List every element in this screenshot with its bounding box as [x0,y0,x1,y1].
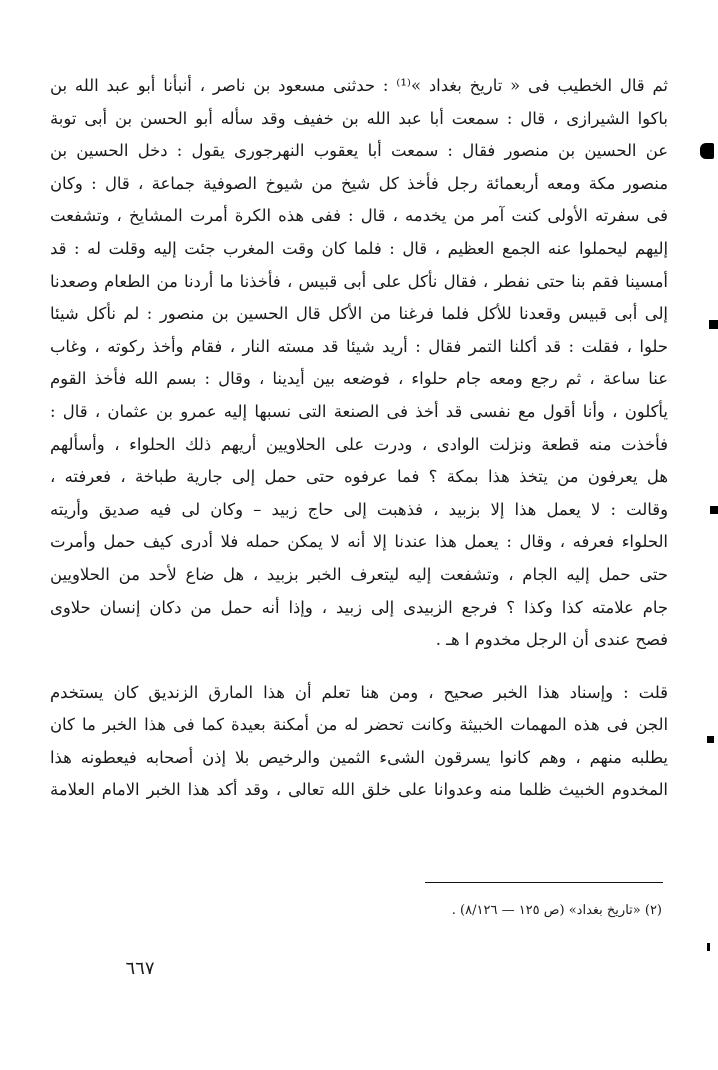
margin-ink-mark [700,143,714,159]
text-line: يأكلون ، وأنا أقول مع نفسى قد أخذ فى الصنعة التى نسبها إليه عمرو بن عثمان ، قال : [50,401,668,421]
text-line: الجن فى هذه المهمات الخبيثة وكانت تحضر له من أمكنة بعيدة كما فى هذا الخبر ما كان [50,715,668,735]
text-line: هل يعرفون من يتخذ هذا بمكة ؟ فما عرفوه حتى حمل إلى جارية طباخة ، فعرفته ، [50,467,668,487]
text-line: إليهم ليحملوا عنه الجمع العظيم ، قال : فلما كان وقت المغرب جئت إليه وقلت له : قد [50,238,668,258]
paragraph-2 [50,677,668,807]
text-line: منصور مكة ومعه أربعمائة رجل فأخذ كل شيخ من شيوخ الصوفية جماعة ، قال : وكان [50,173,668,193]
main-text [50,70,668,807]
text-line: أمسينا فقم بنا حتى نفطر ، فقال نأكل على أبى قبيس ، فأخذنا ما أردنا من الطعام وصعدنا [50,271,668,291]
margin-ink-mark [709,320,718,329]
footnote: (٢) «تاريخ بغداد» (ص ١٢٥ — ٨/١٢٦) . [451,903,662,918]
text-line: المخدوم الخبيث ظلما منه وعدوانا على خلق الله تعالى ، وقد أكد هذا الخبر الامام العلامة [50,780,668,800]
footnote-separator [425,882,663,883]
text-line: حلوا ، فقلت : قد أكلنا التمر فقال : أريد شيئا قد مسته النار ، فقام وأخذ ركوته ، وغاب [50,336,668,356]
text-line: فصح عندى أن الرجل مخدوم ا هـ . [435,630,668,650]
text-line: باكوا الشيرازى ، قال : سمعت أبا عبد الله بن خفيف وقد سأله أبو الحسن بن أبى توبة [50,108,668,128]
text-line: قلت : وإسناد هذا الخبر صحيح ، ومن هنا تعلم أن هذا المارق الزنديق كان يستخدم [50,682,668,702]
text-line: يطلبه منهم ، وهم كانوا يسرقون الشىء الثمين والرخيص بلا إذن أصحابه فيعطونه هذا [50,747,668,767]
margin-ink-mark [710,506,718,514]
text-line: ثم قال الخطيب فى « تاريخ بغداد »⁽¹⁾ : حدثنى مسعود بن ناصر ، أنبأنا أبو عبد الله بن [50,76,668,95]
text-line: عنا ساعة ، ثم رجع ومعه جام حلواء ، فوضعه بين أيدينا ، وقال : بسم الله فأخذ القوم [50,369,668,389]
margin-ink-mark [707,943,710,951]
text-line: فى سفرته الأولى كنت آمر من يخدمه ، قال : ففى هذه الكرة أمرت المشايخ ، وتشفعت [50,206,668,226]
page-number: ٦٦٧ [125,958,155,979]
text-line: حتى حمل إليه الجام ، وتشفعت إليه ليتعرف الخبر بزبيد ، هل ضاع لأحد من الحلاويين [50,564,668,584]
text-line: عن الحسين بن منصور فقال : سمعت أبا يعقوب النهرجورى يقول : دخل الحسين بن [50,141,668,161]
text-line: الحلواء فعرفه ، وقال : يعمل هذا عندنا إلا أنه لا يمكن حمله فلا أدرى كيف حمل وأمرت [50,532,668,552]
text-line: فأخذت منه قطعة ونزلت الوادى ، ودرت على الحلاويين أريهم ذلك الحلواء ، وأسألهم [50,434,668,454]
margin-ink-mark [707,736,714,743]
text-line: وقالت : لا يعمل هذا إلا بزبيد ، فذهبت إلى حاج زبيد – وكان لى فيه صديق وأريته [50,499,668,519]
text-line: إلى أبى قبيس وقعدنا للأكل فلما فرغنا من الأكل قال الحسين بن منصور : لم نأكل شيئا [50,304,668,324]
paragraph-1 [50,70,668,657]
text-line: جام علامته كذا وكذا ؟ فرجع الزبيدى إلى زبيد ، وإذا أنه حمل من دكان إنسان حلاوى [50,597,668,617]
